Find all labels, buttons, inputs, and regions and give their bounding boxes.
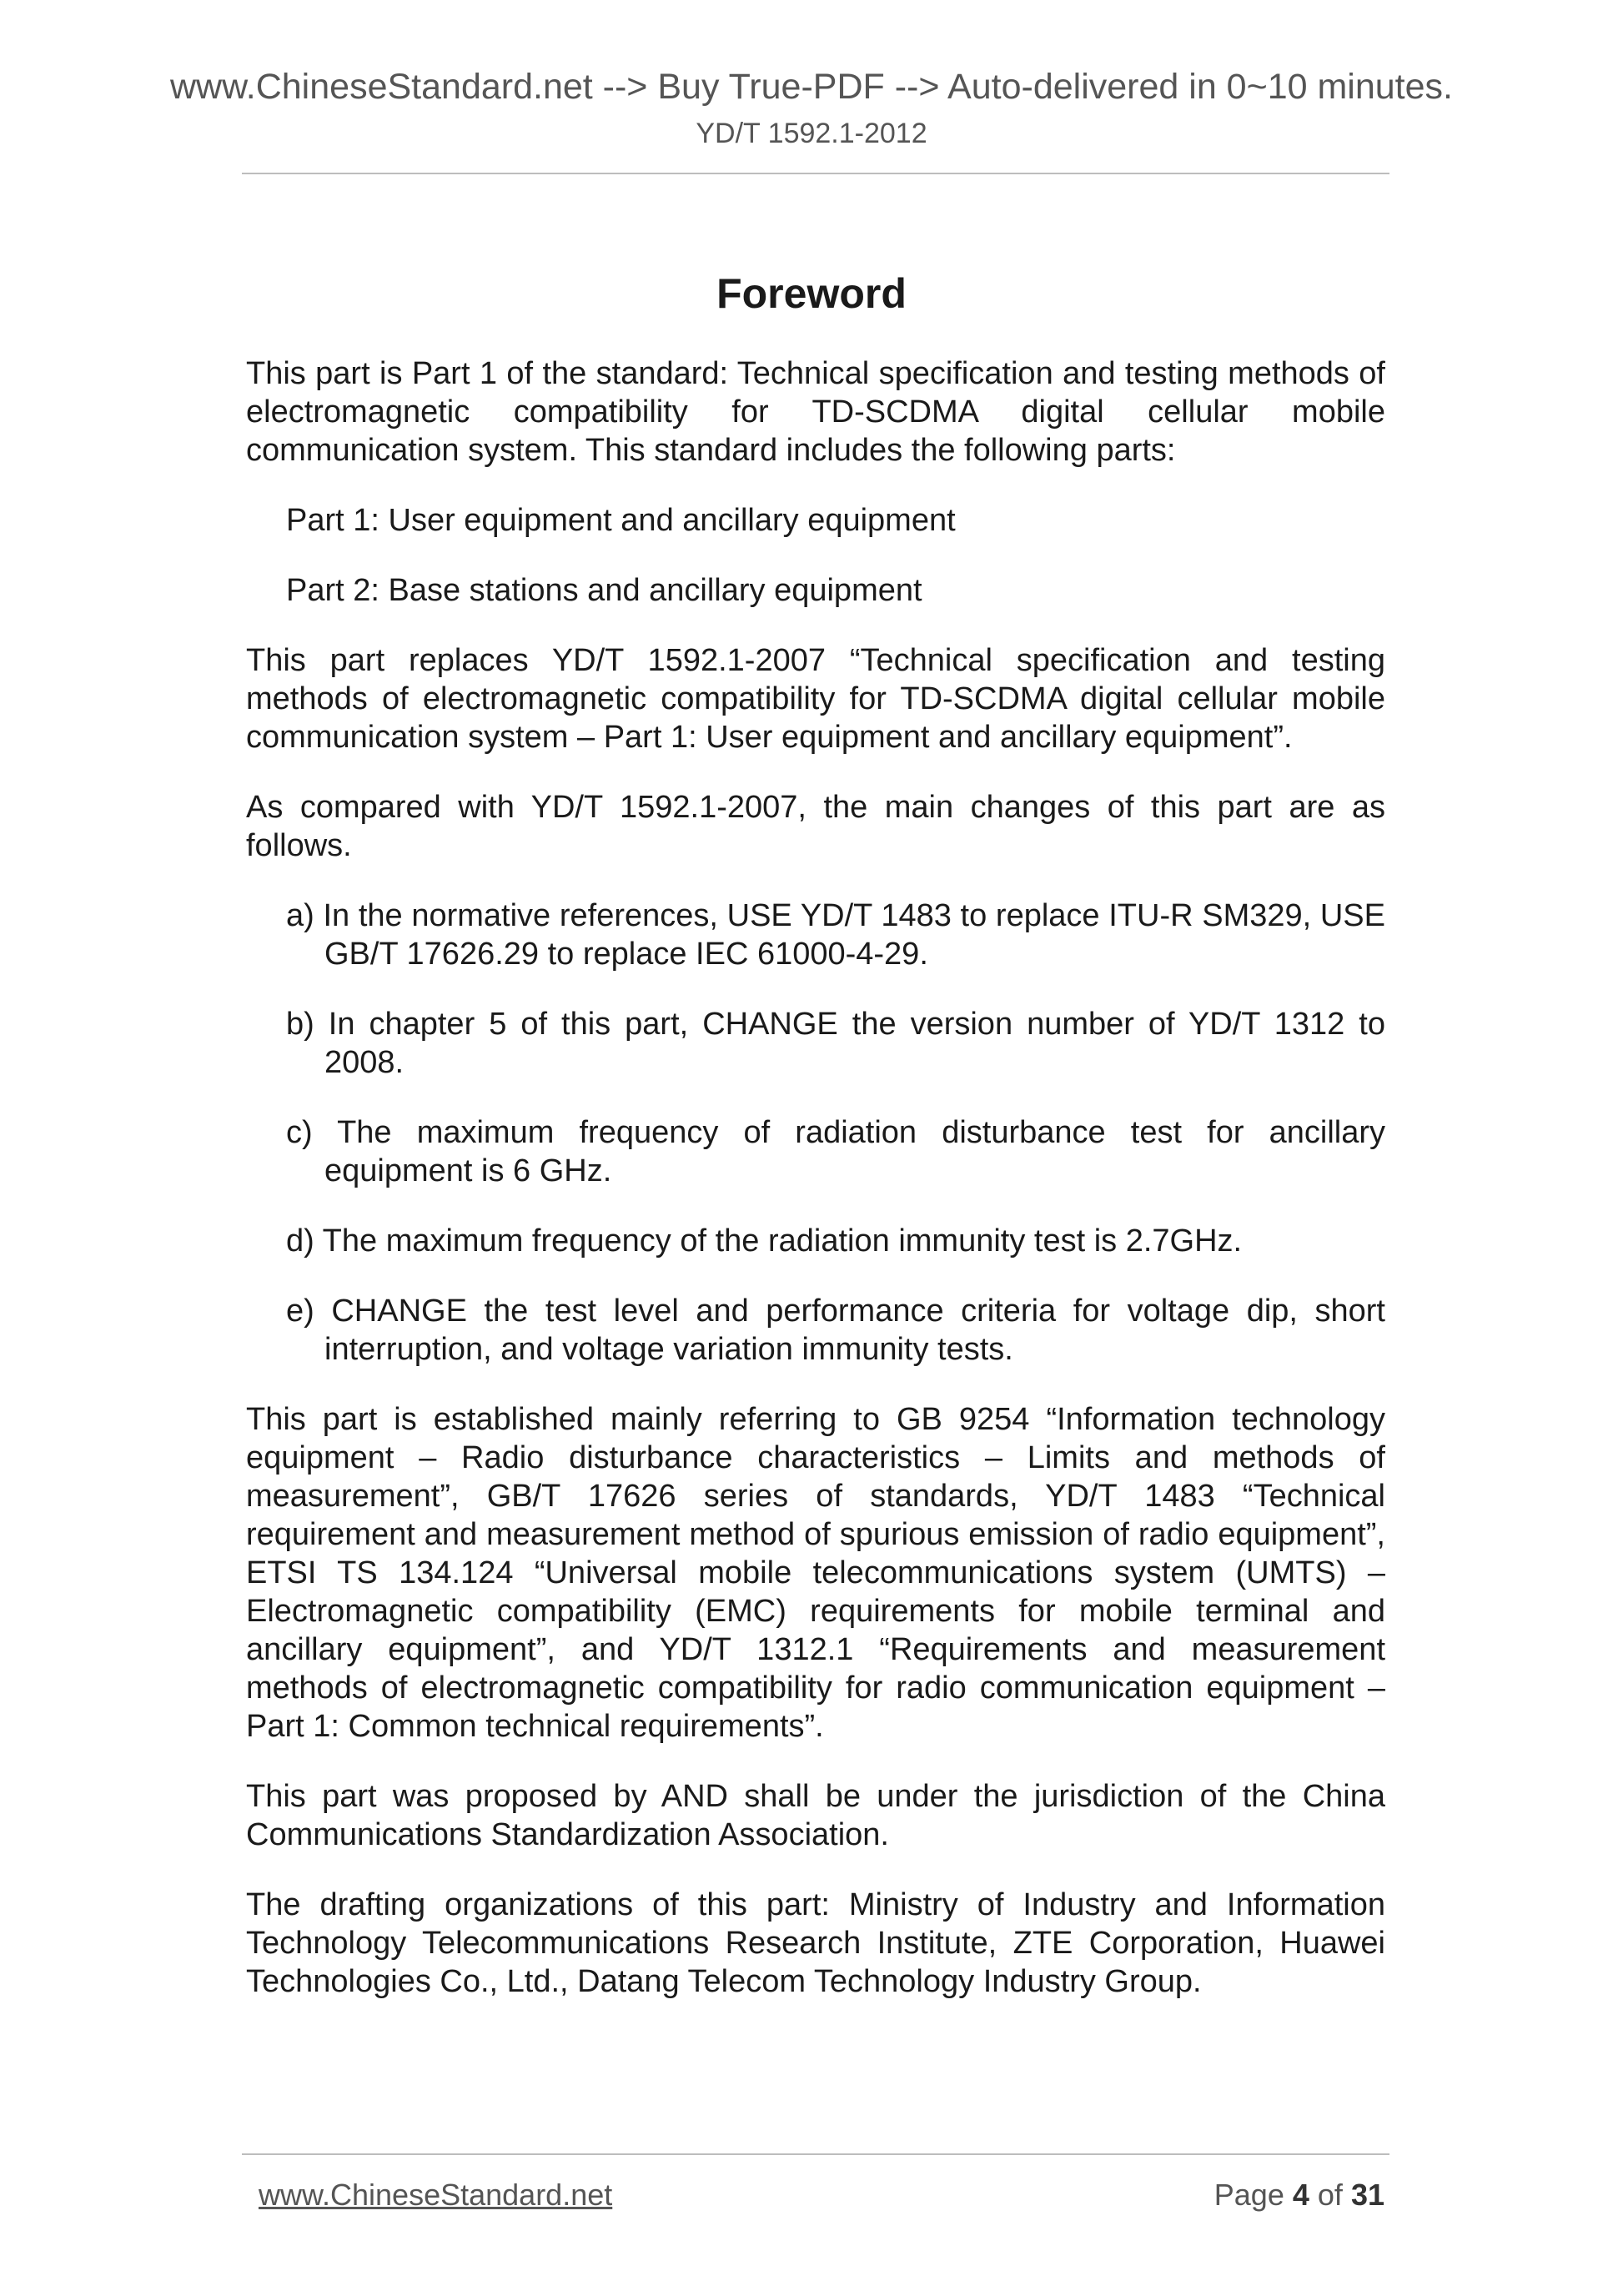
intro-paragraph: This part is Part 1 of the standard: Technical specification and testing methods of electromagnetic compatibility for TD-SCDMA digital cellular mobile communication system. This standard includes the following parts:: [246, 356, 1385, 468]
document-body: [246, 354, 1385, 2032]
change-item-c: c) The maximum frequency of radiation disturbance test for ancillary equipment is 6 GHz.: [286, 1115, 1385, 1188]
header-divider: [242, 173, 1389, 174]
drafting-paragraph: The drafting organizations of this part: Ministry of Industry and Information Technology Telecommunications Research Institute, ZTE Corporation, Huawei Technologies Co., Ltd., Datang Telecom Technology Industry Group.: [246, 1887, 1385, 1999]
established-paragraph: This part is established mainly referring to GB 9254 “Information technology equipment – Radio disturbance characteristics – Limits and methods of measurement”, GB/T 17626 series of standards, YD/T 1483 “Technical requirement and measurement method of spurious emission of radio equipment”, ETSI TS 134.124 “Universal mobile telecommunications system (UMTS) – Electromagnetic compatibility (EMC) requirements for mobile terminal and ancillary equipment”, and YD/T 1312.1 “Requirements and measurement methods of electromagnetic compatibility for radio communication equipment – Part 1: Common technical requirements”.: [246, 1402, 1385, 1744]
page-title: Foreword: [716, 270, 907, 317]
change-item-d: d) The maximum frequency of the radiation immunity test is 2.7GHz.: [286, 1223, 1243, 1259]
page-prefix: Page: [1213, 2178, 1284, 2212]
change-item-e: e) CHANGE the test level and performance criteria for voltage dip, short interruption, and voltage variation immunity tests.: [286, 1294, 1385, 1367]
page-indicator: [1214, 2177, 1384, 2213]
part-1-item: Part 1: User equipment and ancillary equipment: [286, 503, 956, 538]
footer-divider: [242, 2153, 1389, 2155]
page-of: of: [1317, 2178, 1343, 2212]
header-banner: www.ChineseStandard.net --> Buy True-PDF --> Auto-delivered in 0~10 minutes.: [169, 67, 1453, 107]
proposed-paragraph: This part was proposed by AND shall be under the jurisdiction of the China Communications Standardization Association.: [246, 1779, 1385, 1852]
footer-website-link[interactable]: www.ChineseStandard.net: [259, 2178, 613, 2212]
standard-code: YD/T 1592.1-2012: [696, 118, 927, 149]
part-2-item: Part 2: Base stations and ancillary equipment: [286, 573, 922, 608]
change-item-a: a) In the normative references, USE YD/T 1483 to replace ITU-R SM329, USE GB/T 17626.29 to replace IEC 61000-4-29.: [286, 898, 1385, 972]
change-item-b: b) In chapter 5 of this part, CHANGE the version number of YD/T 1312 to 2008.: [286, 1007, 1385, 1080]
replaces-paragraph: This part replaces YD/T 1592.1-2007 “Technical specification and testing methods of electromagnetic compatibility for TD-SCDMA digital cellular mobile communication system – Part 1: User equipment and ancillary equipment”.: [246, 643, 1385, 755]
page-total: 31: [1350, 2178, 1384, 2212]
compared-paragraph: As compared with YD/T 1592.1-2007, the main changes of this part are as follows.: [246, 790, 1385, 863]
page-number: 4: [1292, 2178, 1309, 2212]
